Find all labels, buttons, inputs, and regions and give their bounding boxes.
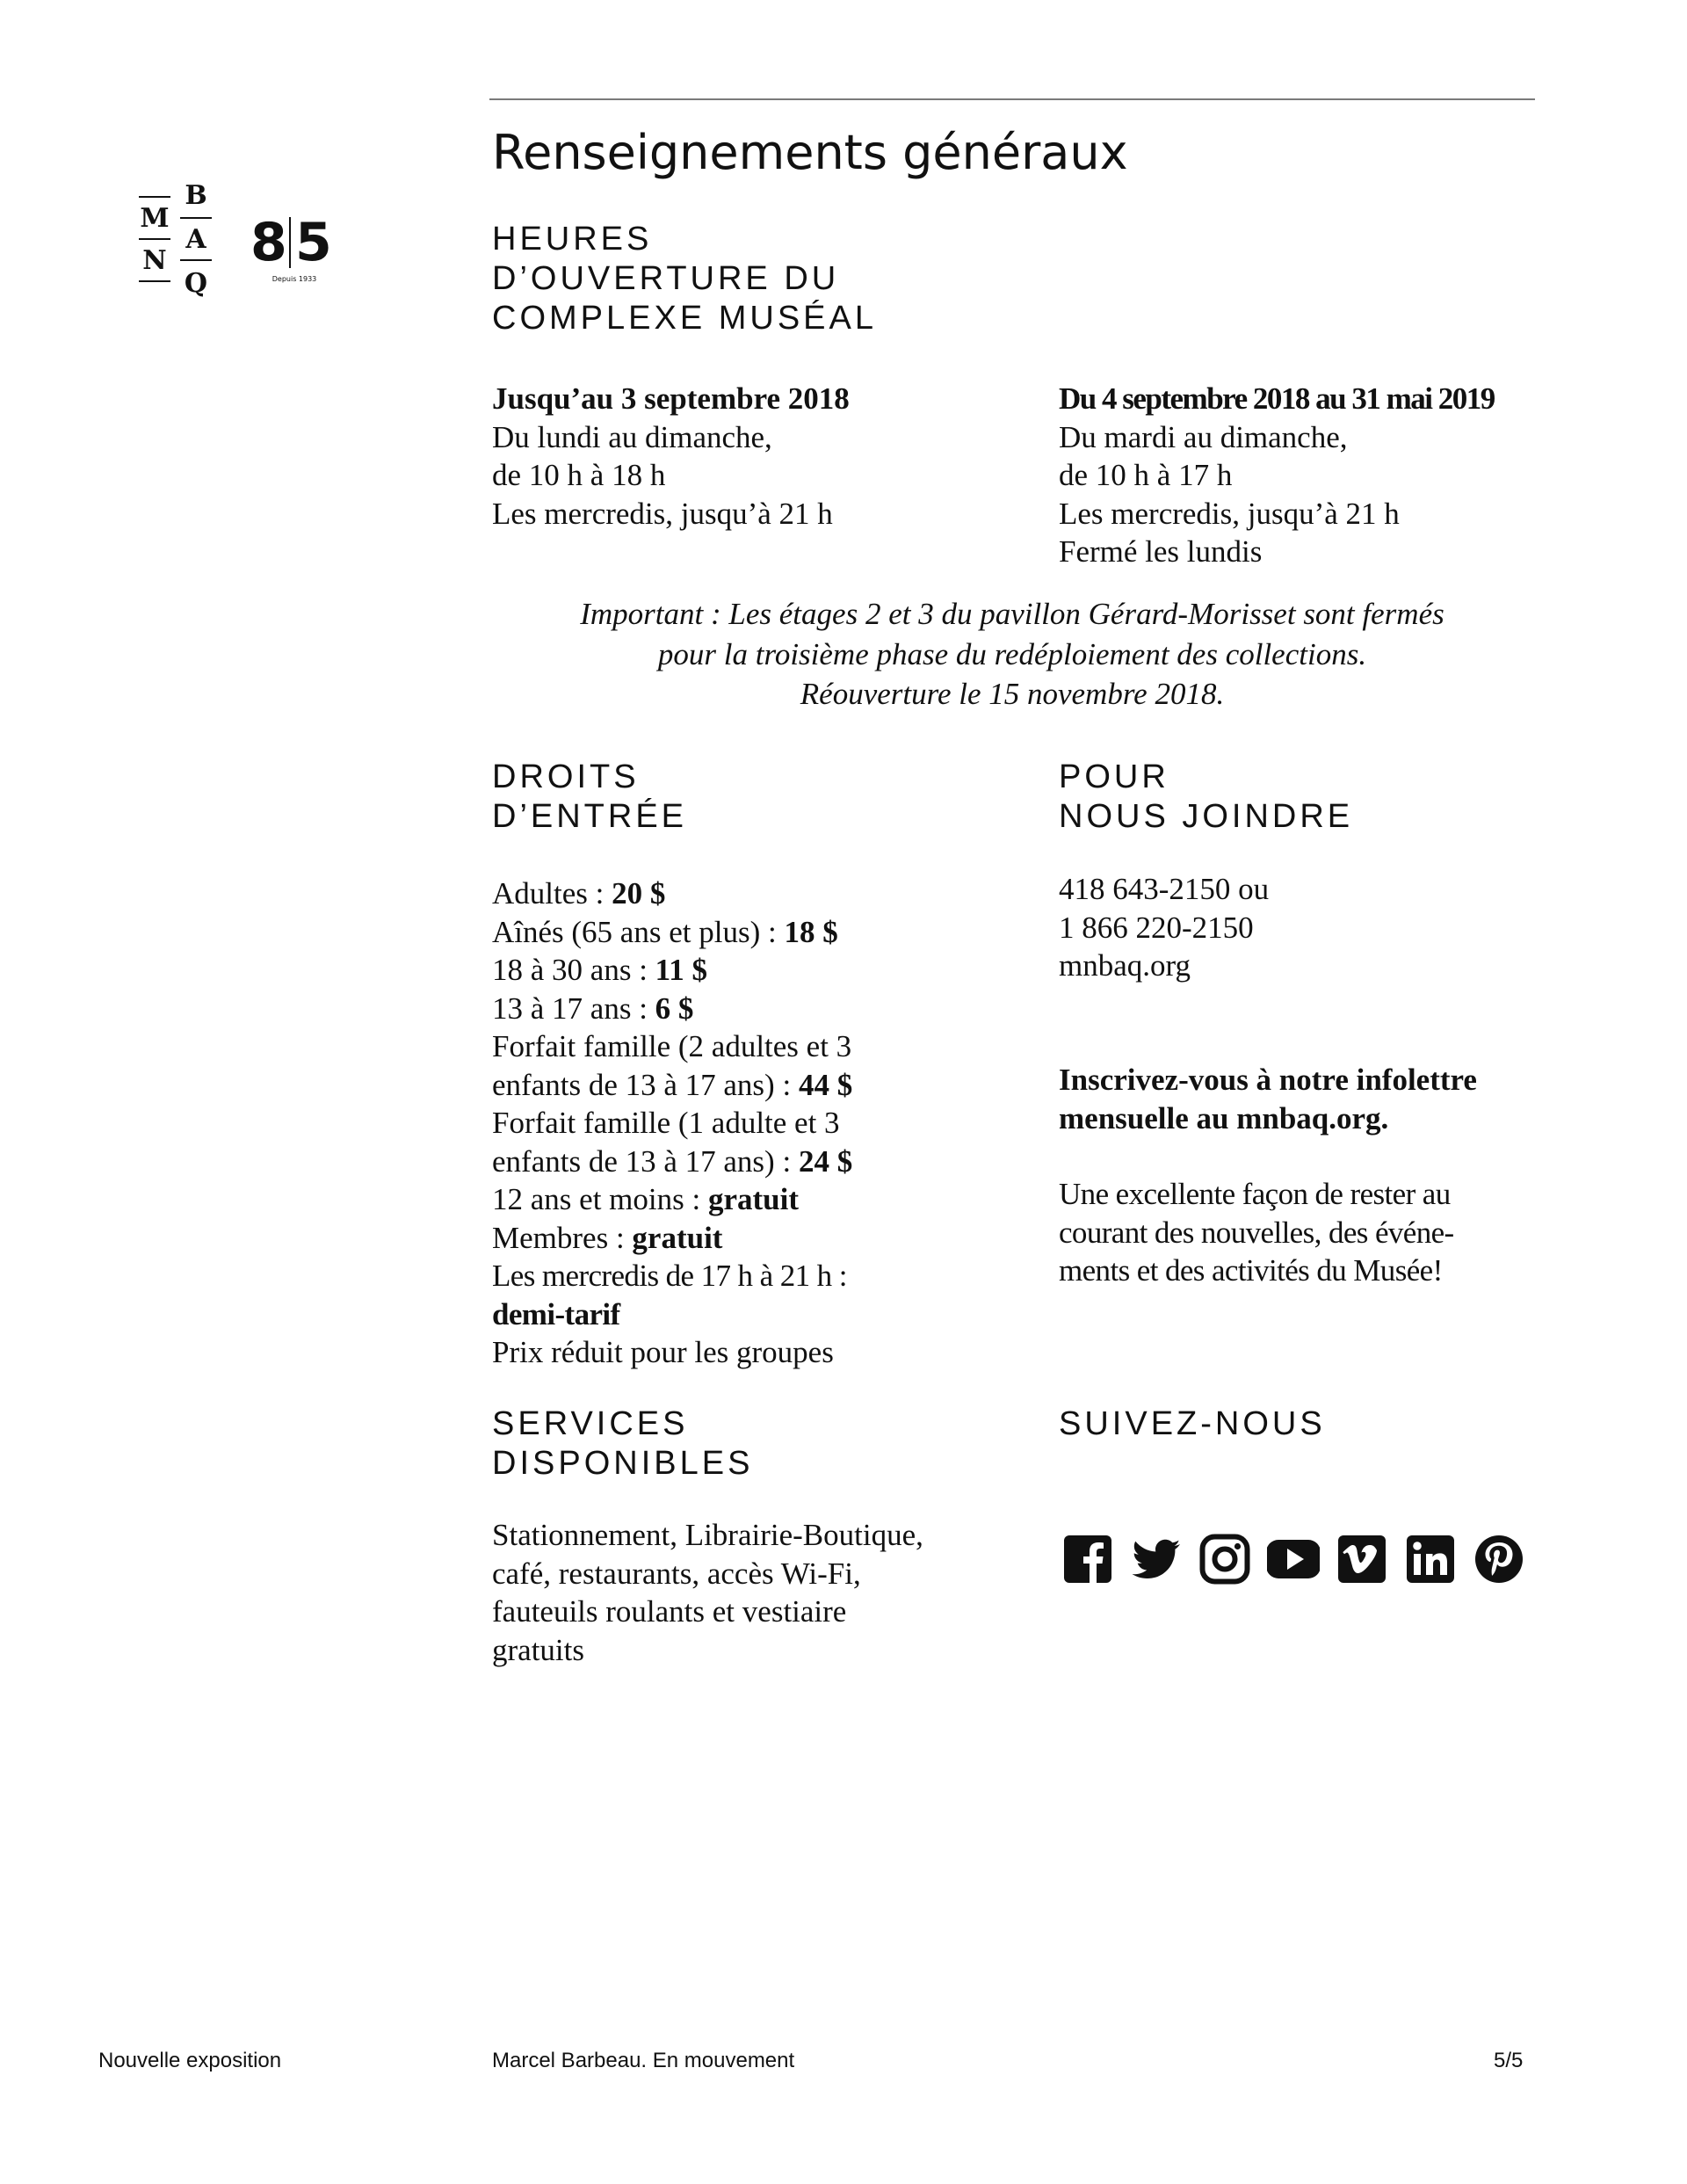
price-row: 13 à 17 ans : 6 $	[492, 990, 694, 1026]
logo-letter-b: B	[185, 180, 207, 211]
period-line: Du lundi au dimanche,	[492, 419, 772, 454]
notice-line: Important : Les étages 2 et 3 du pavillon Gérard-Morisset sont fermés	[580, 597, 1444, 631]
price-row: demi-tarif	[492, 1296, 620, 1331]
services-line: Stationnement, Librairie-Boutique,	[492, 1518, 923, 1552]
contact-info	[1059, 870, 1269, 985]
period-title: Du 4 septembre 2018 au 31 mai 2019	[1059, 381, 1495, 416]
logo-letter-n: N	[142, 245, 167, 276]
period-line: de 10 h à 17 h	[1059, 458, 1233, 492]
price-row: 18 à 30 ans : 11 $	[492, 953, 707, 987]
price-row: Membres : gratuit	[492, 1220, 723, 1255]
instagram-icon[interactable]	[1198, 1533, 1251, 1585]
admission-heading-line: DROITS	[492, 758, 640, 795]
youtube-icon[interactable]	[1267, 1533, 1320, 1585]
period-line: de 10 h à 18 h	[492, 458, 666, 492]
pinterest-icon[interactable]	[1473, 1533, 1525, 1585]
follow-heading-line: SUIVEZ-NOUS	[1059, 1405, 1326, 1442]
notice-line: Réouverture le 15 novembre 2018.	[800, 677, 1225, 711]
period-line: Les mercredis, jusqu’à 21 h	[492, 496, 833, 531]
period-line: Du mardi au dimanche,	[1059, 419, 1348, 454]
services-list	[492, 1516, 923, 1669]
logo-rule	[139, 280, 170, 282]
services-line: gratuits	[492, 1632, 584, 1667]
mnbaq-logo	[132, 180, 343, 316]
logo-rule	[180, 217, 212, 219]
period-title: Jusqu’au 3 septembre 2018	[492, 381, 850, 416]
linkedin-icon[interactable]	[1404, 1533, 1457, 1585]
services-line: café, restaurants, accès Wi-Fi,	[492, 1556, 861, 1591]
logo-rule	[139, 238, 170, 240]
price-row: 12 ans et moins : gratuit	[492, 1182, 800, 1216]
hours-heading-line: D’OUVERTURE DU	[492, 260, 840, 297]
newsletter-callout	[1059, 1061, 1477, 1137]
footer-title: Marcel Barbeau. En mouvement	[492, 2049, 795, 2072]
logo-number-right: 5	[295, 212, 332, 273]
logo-divider	[289, 217, 291, 268]
logo-rule	[180, 259, 212, 261]
page-title: Renseignements généraux	[492, 125, 1128, 180]
footer-page-number: 5/5	[1494, 2049, 1524, 2072]
contact-heading	[1059, 758, 1353, 837]
facebook-icon[interactable]	[1061, 1533, 1114, 1585]
phone-tollfree: 1 866 220-2150	[1059, 910, 1254, 945]
newsletter-description	[1059, 1175, 1454, 1290]
hours-heading	[492, 220, 877, 338]
footer-section: Nouvelle exposition	[98, 2049, 282, 2072]
price-row: Prix réduit pour les groupes	[492, 1335, 834, 1369]
logo-letter-q: Q	[184, 268, 208, 299]
logo-letter-m: M	[140, 203, 170, 234]
services-heading-line: DISPONIBLES	[492, 1445, 754, 1482]
logo-number-left: 8	[250, 212, 287, 273]
newsletter-line: mensuelle au mnbaq.org.	[1059, 1100, 1389, 1136]
description-line: courant des nouvelles, des événe-	[1059, 1215, 1454, 1250]
price-row: Forfait famille (1 adulte et 3	[492, 1106, 840, 1140]
description-line: ments et des activités du Musée!	[1059, 1253, 1443, 1288]
services-line: fauteuils roulants et vestiaire	[492, 1594, 847, 1629]
hours-period-summer	[492, 380, 850, 533]
hours-heading-line: HEURES	[492, 221, 653, 258]
contact-heading-line: POUR	[1059, 758, 1169, 795]
period-line: Fermé les lundis	[1059, 534, 1263, 569]
price-row: enfants de 13 à 17 ans) : 44 $	[492, 1067, 853, 1102]
important-notice	[489, 594, 1535, 715]
price-row: Aînés (65 ans et plus) : 18 $	[492, 914, 838, 949]
admission-heading	[492, 758, 687, 837]
services-heading	[492, 1404, 753, 1484]
website-link[interactable]: mnbaq.org	[1059, 948, 1191, 983]
hours-period-winter	[1059, 380, 1495, 571]
period-line: Les mercredis, jusqu’à 21 h	[1059, 496, 1400, 531]
notice-line: pour la troisième phase du redéploiement des collections.	[657, 636, 1367, 671]
price-row: Adultes : 20 $	[492, 876, 666, 911]
vimeo-icon[interactable]	[1336, 1533, 1388, 1585]
description-line: Une excellente façon de rester au	[1059, 1177, 1451, 1211]
logo-rule	[139, 196, 170, 198]
contact-heading-line: NOUS JOINDRE	[1059, 798, 1354, 835]
services-heading-line: SERVICES	[492, 1405, 689, 1442]
hours-heading-line: COMPLEXE MUSÉAL	[492, 300, 877, 337]
price-row: Les mercredis de 17 h à 21 h :	[492, 1259, 847, 1293]
newsletter-line: Inscrivez-vous à notre infolettre	[1059, 1063, 1477, 1097]
admission-heading-line: D’ENTRÉE	[492, 798, 688, 835]
price-row: enfants de 13 à 17 ans) : 24 $	[492, 1143, 853, 1179]
follow-heading	[1059, 1404, 1326, 1444]
social-icons	[1061, 1533, 1536, 1589]
logo-letter-a: A	[185, 224, 206, 255]
top-rule	[489, 98, 1535, 100]
logo-since: Depuis 1933	[272, 275, 317, 283]
price-row: Forfait famille (2 adultes et 3	[492, 1029, 852, 1063]
admission-list	[492, 874, 852, 1372]
phone-local: 418 643-2150 ou	[1059, 872, 1270, 906]
twitter-icon[interactable]	[1130, 1533, 1183, 1585]
